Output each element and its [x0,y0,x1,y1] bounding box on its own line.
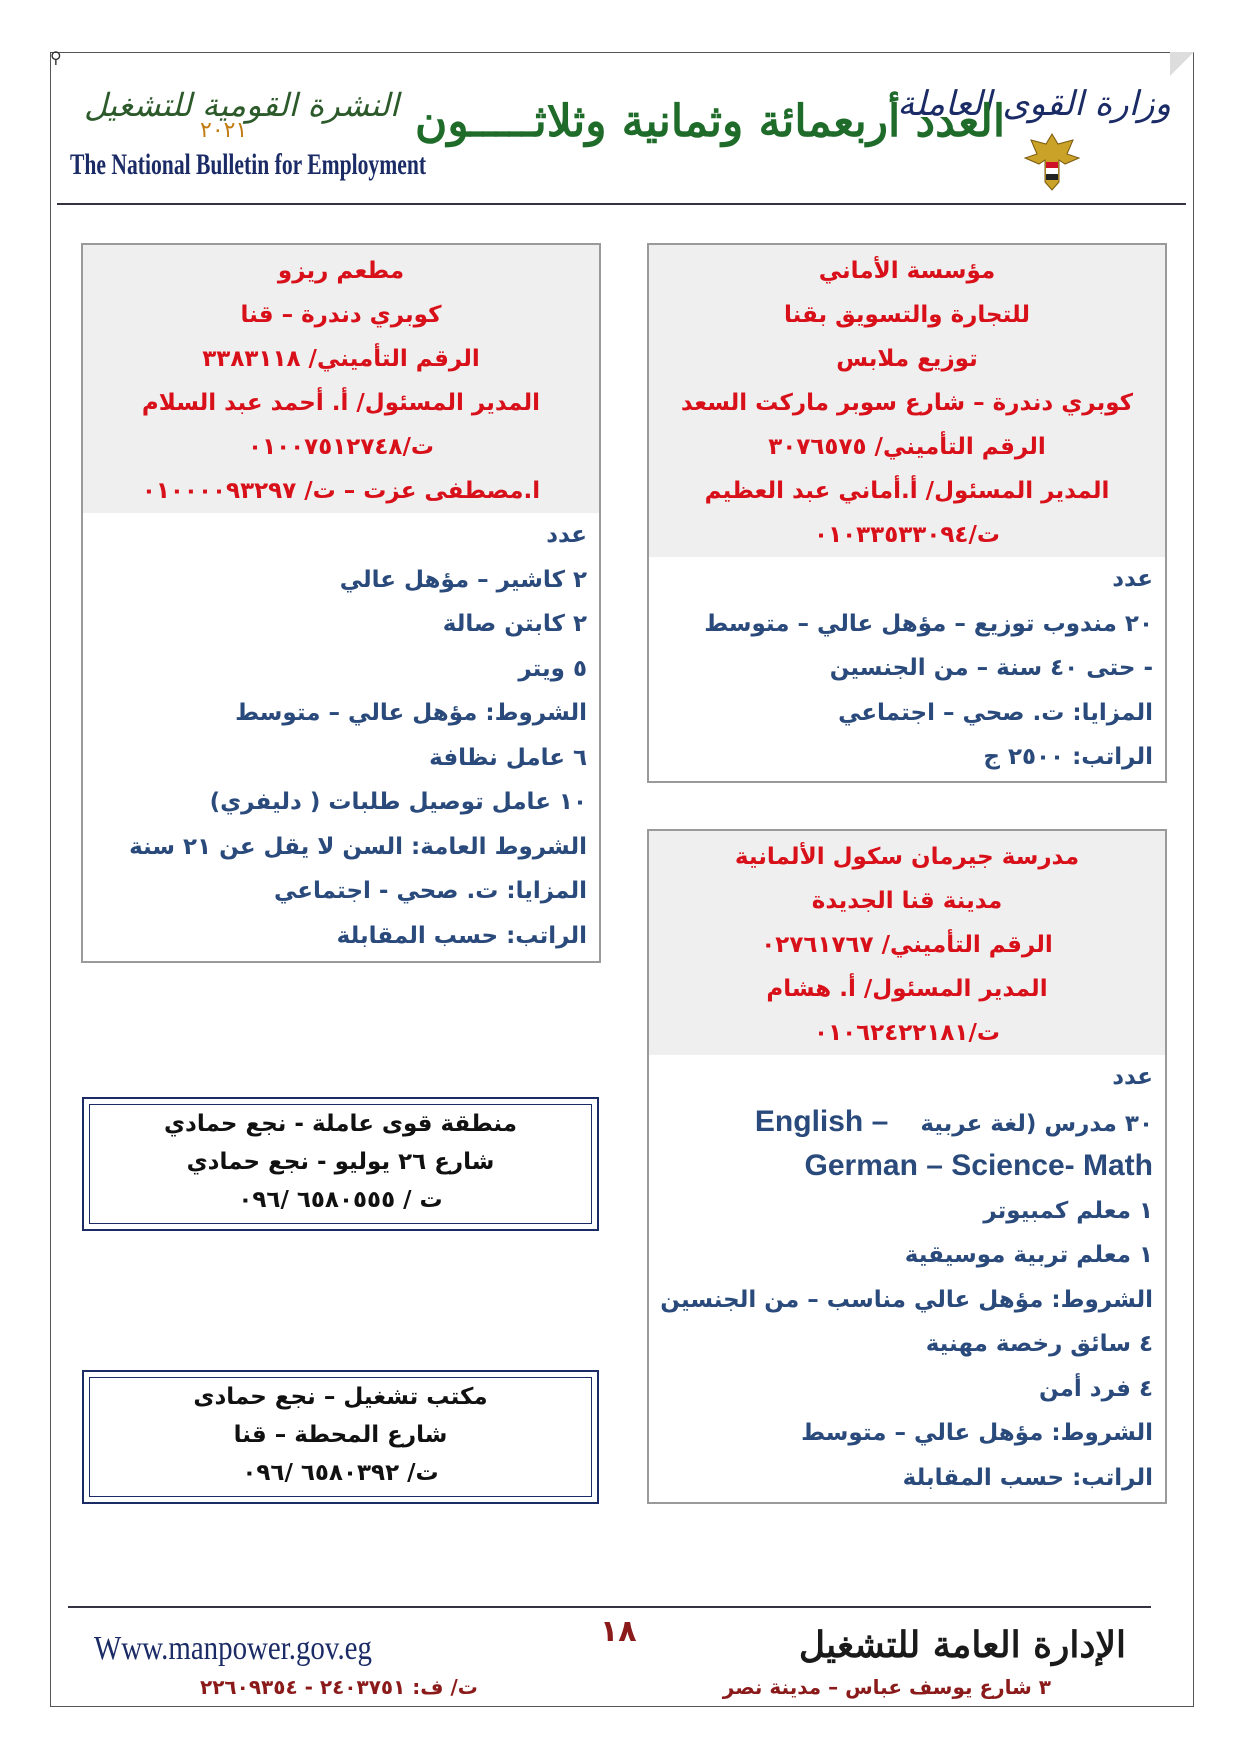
company-activity: للتجارة والتسويق بقنا [783,302,1031,328]
page-header [60,70,1181,205]
phone-number: ت/٠١٠٠٧٥١٢٧٤٨ [248,434,434,460]
bulletin-title-arabic: النشرة القومية للتشغيل [84,86,399,124]
job-line-teachers-cont [661,1144,1153,1189]
egypt-eagle-emblem-icon [1023,130,1081,196]
office-box-inner [89,1377,592,1497]
phone-number: ت/٠١٠٣٣٥٣٣٠٩٤ [814,522,1000,548]
count-label: عدد [1112,566,1153,592]
insurance-number: الرقم التأميني/ ٣٠٧٦٥٧٥ [768,434,1046,460]
company-name: مدرسة جيرمان سكول الألمانية [734,844,1080,870]
count-label: عدد [1112,1064,1153,1090]
job-box-rizo-restaurant [81,243,601,963]
teachers-arabic: ٣٠ مدرس (لغة عربية [920,1110,1153,1137]
office-name: منطقة قوى عاملة - نجع حمادي [163,1111,518,1137]
job-line: ٢ كاشير – مؤهل عالي [339,566,587,593]
job-details [649,557,1165,780]
company-info [83,245,599,513]
contact-person: ا.مصطفى عزت – ت/ ٠١٠٠٠٠٩٣٢٩٧ [141,478,541,504]
job-details [649,1055,1165,1500]
conditions-line: الشروط: مؤهل عالي – متوسط [235,700,587,726]
office-address: شارع ٢٦ يوليو - نجع حمادي [186,1149,495,1175]
manager-name: المدير المسئول/ أ.أماني عبد العظيم [704,478,1110,504]
count-label: عدد [546,522,587,548]
office-box-employment-office [82,1370,599,1504]
bulletin-title-english: The National Bulletin for Employment [70,148,427,181]
company-name: مطعم ريزو [277,258,405,284]
pushpin-icon: ⚲ [50,48,62,67]
conditions-line: الشروط: مؤهل عالي – متوسط [801,1420,1153,1446]
conditions-line: الشروط: مؤهل عالي مناسب – من الجنسين [660,1286,1153,1313]
company-activity-detail: توزيع ملابس [836,346,978,372]
ministry-title: وزارة القوى العاملة [897,84,1171,124]
page-number: ١٨ [600,1614,637,1649]
insurance-number: الرقم التأميني/ ٣٣٨٣١١٨ [202,346,480,372]
job-line-teachers [661,1100,1153,1145]
conditions-line: الشروط العامة: السن لا يقل عن ٢١ سنة [129,833,587,860]
job-line: ٤ فرد أمن [1038,1375,1153,1402]
company-name: مؤسسة الأماني [818,258,996,284]
company-info [649,831,1165,1055]
footer-divider [68,1606,1151,1608]
teachers-subjects: German – Science- Math [804,1149,1153,1182]
job-line: ١ معلم كمبيوتر [983,1197,1153,1224]
job-box-german-school [647,829,1167,1504]
office-name: مكتب تشغيل – نجع حمادى [193,1384,488,1410]
job-line: - حتى ٤٠ سنة – من الجنسين [829,655,1153,681]
footer-phones: ت/ ف: ٢٤٠٣٧٥١ - ٢٢٦٠٩٣٥٤ [200,1675,478,1699]
job-box-amani [647,243,1167,783]
manager-name: المدير المسئول/ أ. هشام [766,976,1048,1002]
office-phone: ت/ ٦٥٨٠٣٩٢ /٠٩٦ [242,1460,439,1486]
phone-number: ت/٠١٠٦٢٤٢٢١٨١ [814,1020,1000,1046]
company-info [649,245,1165,557]
job-line: ١٠ عامل توصيل طلبات ( دليفري) [209,789,587,815]
bulletin-year: ٢٠٢١ [200,118,248,143]
issue-number: العدد أربعمائة وثمانية وثلاثـــــون [415,96,1006,147]
office-address: شارع المحطة – قنا [233,1422,448,1448]
benefits-line: المزايا: ت. صحي – اجتماعي [838,699,1153,726]
salary-line: الراتب: حسب المقابلة [902,1464,1153,1491]
insurance-number: الرقم التأميني/ ٠٢٧٦١٧٦٧ [761,932,1053,958]
header-divider [57,203,1186,205]
job-line: ٦ عامل نظافة [429,744,587,771]
company-address: كوبري دندرة – شارع سوبر ماركت السعد [680,390,1134,416]
job-line: ٢٠ مندوب توزيع – مؤهل عالي – متوسط [704,610,1153,637]
company-address: مدينة قنا الجديدة [811,888,1003,914]
salary-line: الراتب: ٢٥٠٠ ج [983,744,1153,770]
job-line: ٢ كابتن صالة [442,611,587,637]
job-line: ١ معلم تربية موسيقية [904,1242,1153,1268]
teachers-english: English – [754,1104,889,1138]
office-box-manpower-zone [82,1097,599,1231]
office-phone: ت / ٦٥٨٠٥٥٥ /٠٩٦ [238,1187,443,1213]
manager-name: المدير المسئول/ أ. أحمد عبد السلام [141,390,541,416]
salary-line: الراتب: حسب المقابلة [336,922,587,949]
footer-department: الإدارة العامة للتشغيل [798,1624,1126,1666]
job-details [83,513,599,958]
office-box-inner [89,1104,592,1224]
job-line: ٤ سائق رخصة مهنية [925,1331,1153,1357]
job-line: ٥ ويتر [518,655,587,682]
benefits-line: المزايا: ت. صحي - اجتماعي [274,878,587,904]
footer-address: ٣ شارع يوسف عباس – مدينة نصر [722,1675,1051,1699]
company-address: كوبري دندرة – قنا [240,302,442,328]
footer-website-link[interactable]: Www.manpower.gov.eg [94,1630,372,1667]
